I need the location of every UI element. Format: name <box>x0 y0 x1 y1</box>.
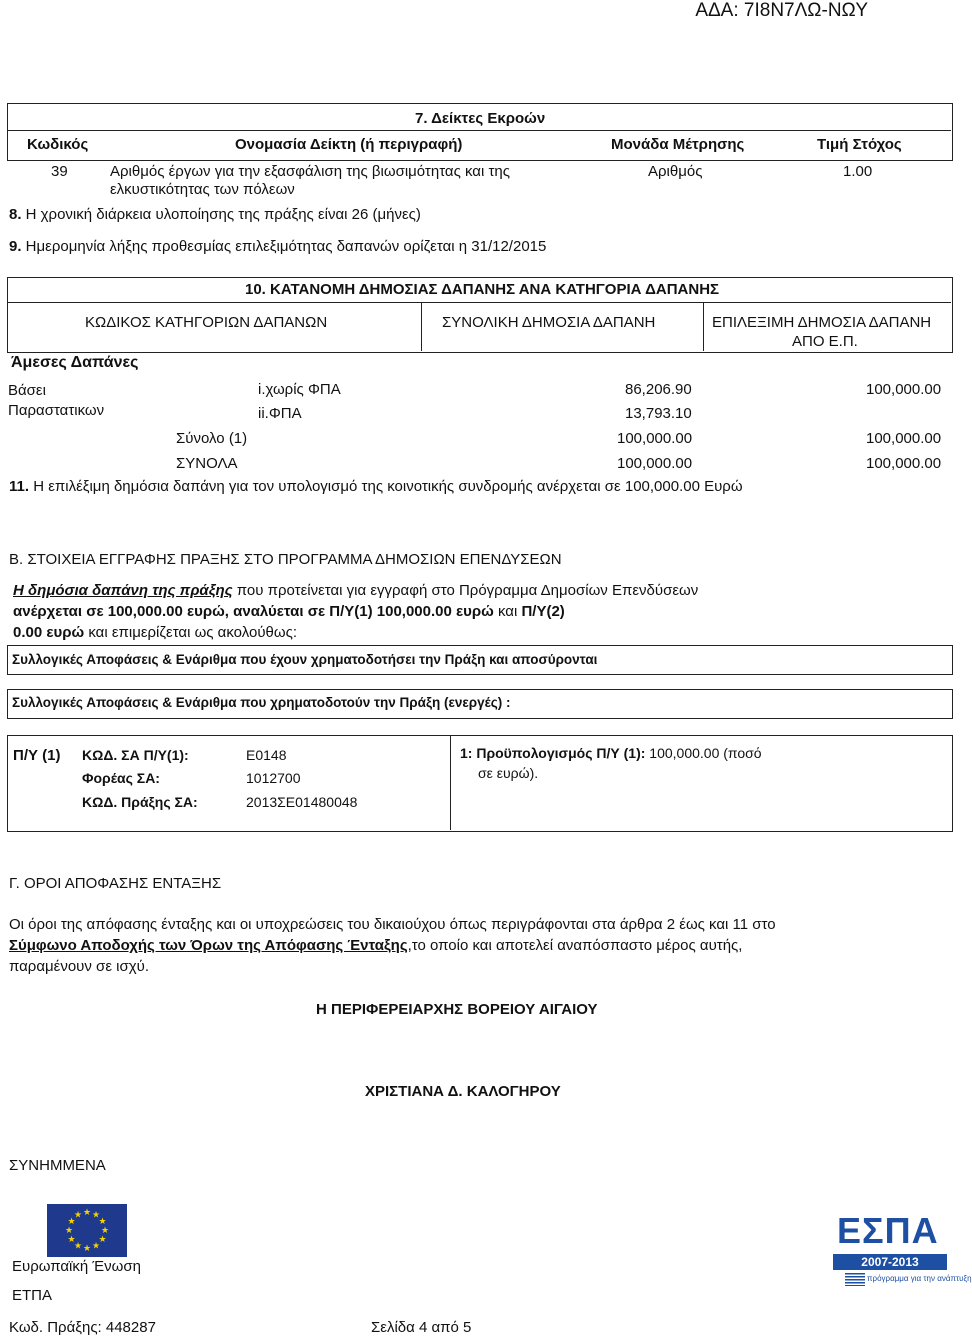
project-code: Κωδ. Πράξης: 448287 <box>9 1319 156 1336</box>
eu-label: Ευρωπαϊκή Ένωση <box>12 1258 141 1275</box>
totals-total: 100,000.00 <box>617 455 693 472</box>
col-name-header: Ονομασία Δείκτη (ή περιγραφή) <box>235 136 463 153</box>
foreas-label: Φορέας ΣΑ: <box>82 770 160 786</box>
foreas-value: 1012700 <box>246 770 301 786</box>
row-vat-label: ii.ΦΠΑ <box>258 405 302 422</box>
svg-text:★: ★ <box>67 1235 76 1245</box>
eligible-expense-line: 11. Η επιλέξιμη δημόσια δαπάνη για τον υπολογισμό της κοινοτικής συνδρομής ανέρχεται σε 100,000.00 Ευρώ <box>9 478 743 495</box>
totals-label: ΣΥΝΟΛΑ <box>176 455 238 472</box>
section-b-title: Β. ΣΤΟΙΧΕΙΑ ΕΓΓΡΑΦΗΣ ΠΡΑΞΗΣ ΣΤΟ ΠΡΟΓΡΑΜΜΑ ΔΗΜΟΣΙΩΝ ΕΠΕΝΔΥΣΕΩΝ <box>9 551 562 568</box>
deadline-line: 9. Ημερομηνία λήξης προθεσμίας επιλεξιμότητας δαπανών ορίζεται η 31/12/2015 <box>9 238 547 255</box>
svg-text:★: ★ <box>98 1235 107 1245</box>
section-g-line3: παραμένουν σε ισχύ. <box>9 958 150 975</box>
eu-flag-icon <box>47 1204 127 1257</box>
svg-text:★: ★ <box>91 1210 101 1221</box>
signatory-name: ΧΡΙΣΤΙΑΝΑ Δ. ΚΑΛΟΓΗΡΟΥ <box>365 1083 561 1100</box>
indicator-unit: Αριθμός <box>648 163 703 180</box>
section-g-line2: Σύμφωνο Αποδοχής των Όρων της Απόφασης Ένταξης,το οποίο και αποτελεί αναπόσπαστο μέρος αυτής, <box>9 937 743 954</box>
section-g-title: Γ. ΟΡΟΙ ΑΠΟΦΑΣΗΣ ΕΝΤΑΞΗΣ <box>9 875 222 892</box>
indicator-target: 1.00 <box>843 163 873 180</box>
section-b-para-3: 0.00 ευρώ και επιμερίζεται ως ακολούθως: <box>13 624 297 641</box>
direct-costs-label: Άμεσες Δαπάνες <box>11 354 139 371</box>
row-vat-total: 13,793.10 <box>625 405 692 422</box>
espa-logo: ΕΣΠΑ 2007-2013 πρόγραμμα για την ανάπτυξη <box>833 1204 947 1292</box>
svg-text:★: ★ <box>82 1208 92 1218</box>
kod-praxis-label: ΚΩΔ. Πράξης ΣΑ: <box>82 794 198 810</box>
allocation-col-total: ΣΥΝΟΛΙΚΗ ΔΗΜΟΣΙΑ ΔΑΠΑΝΗ <box>442 314 656 331</box>
svg-text:★: ★ <box>91 1241 101 1252</box>
kod-sa-value: Ε0148 <box>246 747 287 763</box>
duration-line: 8. Η χρονική διάρκεια υλοποίησης της πράξης είναι 26 (μήνες) <box>9 206 421 223</box>
allocation-col-eligible-2: ΑΠΟ Ε.Π. <box>792 333 858 350</box>
indicator-name-line2: ελκυστικότητας των πόλεων <box>110 181 295 198</box>
col-target-header: Τιμή Στόχος <box>817 136 902 153</box>
page-number: Σελίδα 4 από 5 <box>371 1319 472 1336</box>
svg-text:★: ★ <box>64 1226 74 1236</box>
subtotal-eligible: 100,000.00 <box>866 430 942 447</box>
basis-label-1: Βάσει <box>8 382 46 399</box>
svg-text:★: ★ <box>73 1241 83 1252</box>
row-no-vat-label: i.χωρίς ΦΠΑ <box>258 381 341 398</box>
subtotal-label: Σύνολο (1) <box>176 430 248 447</box>
withdrawn-decisions-label: Συλλογικές Αποφάσεις & Ενάριθμα που έχουν χρηματοδοτήσει την Πράξη και αποσύρονται <box>12 652 598 667</box>
kod-praxis-value: 2013ΣΕ01480048 <box>246 794 358 810</box>
svg-text:★: ★ <box>73 1210 83 1221</box>
region-title: Η ΠΕΡΙΦΕΡΕΙΑΡΧΗΣ ΒΟΡΕΙΟΥ ΑΙΓΑΙΟΥ <box>316 1001 598 1018</box>
kod-sa-label: ΚΩΔ. ΣΑ Π/Υ(1): <box>82 747 189 763</box>
section-b-para-1: Η δημόσια δαπάνη της πράξης που προτείνεται για εγγραφή στο Πρόγραμμα Δημοσίων Επενδύσεων <box>13 582 699 599</box>
attachments-label: ΣΥΝΗΜΜΕΝΑ <box>9 1157 106 1174</box>
col-unit-header: Μονάδα Μέτρησης <box>611 136 745 153</box>
etpa-label: ΕΤΠΑ <box>12 1287 53 1304</box>
indicator-code: 39 <box>51 163 68 180</box>
subtotal-total: 100,000.00 <box>617 430 693 447</box>
greek-flag-icon <box>845 1273 865 1286</box>
section-g-line1: Οι όροι της απόφασης ένταξης και οι υποχρεώσεις του δικαιούχου όπως περιγράφονται στα άρθρα 2 έως και 11 στο <box>9 916 776 933</box>
row-no-vat-eligible: 100,000.00 <box>866 381 942 398</box>
allocation-title: 10. ΚΑΤΑΝΟΜΗ ΔΗΜΟΣΙΑΣ ΔΑΠΑΝΗΣ ΑΝΑ ΚΑΤΗΓΟΡΙΑ ΔΑΠΑΝΗΣ <box>245 281 720 298</box>
py-label: Π/Υ (1) <box>13 747 61 764</box>
budget-line-2: σε ευρώ). <box>478 765 539 781</box>
totals-eligible: 100,000.00 <box>866 455 942 472</box>
indicators-title: 7. Δείκτες Εκροών <box>415 110 546 127</box>
svg-text:★: ★ <box>82 1244 92 1254</box>
row-no-vat-total: 86,206.90 <box>625 381 692 398</box>
col-code-header: Κωδικός <box>27 136 89 153</box>
svg-text:★: ★ <box>100 1226 110 1236</box>
allocation-col-eligible-1: ΕΠΙΛΕΞΙΜΗ ΔΗΜΟΣΙΑ ΔΑΠΑΝΗ <box>712 314 932 331</box>
svg-text:★: ★ <box>67 1217 76 1227</box>
active-decisions-label: Συλλογικές Αποφάσεις & Ενάριθμα που χρηματοδοτούν την Πράξη (ενεργές) : <box>12 695 511 710</box>
budget-line-1: 1: Προϋπολογισμός Π/Υ (1): 100,000.00 (ποσό <box>460 745 762 761</box>
svg-text:★: ★ <box>98 1217 107 1227</box>
allocation-col-code: ΚΩΔΙΚΟΣ ΚΑΤΗΓΟΡΙΩΝ ΔΑΠΑΝΩΝ <box>85 314 328 331</box>
section-b-para-2: ανέρχεται σε 100,000.00 ευρώ, αναλύεται σε Π/Υ(1) 100,000.00 ευρώ και Π/Υ(2) <box>13 603 565 620</box>
indicator-name-line1: Αριθμός έργων για την εξασφάλιση της βιωσιμότητας και της <box>110 163 510 180</box>
ada-code: ΑΔΑ: 7Ι8Ν7ΛΩ-ΝΩΥ <box>695 0 868 21</box>
basis-label-2: Παραστατικων <box>8 402 105 419</box>
